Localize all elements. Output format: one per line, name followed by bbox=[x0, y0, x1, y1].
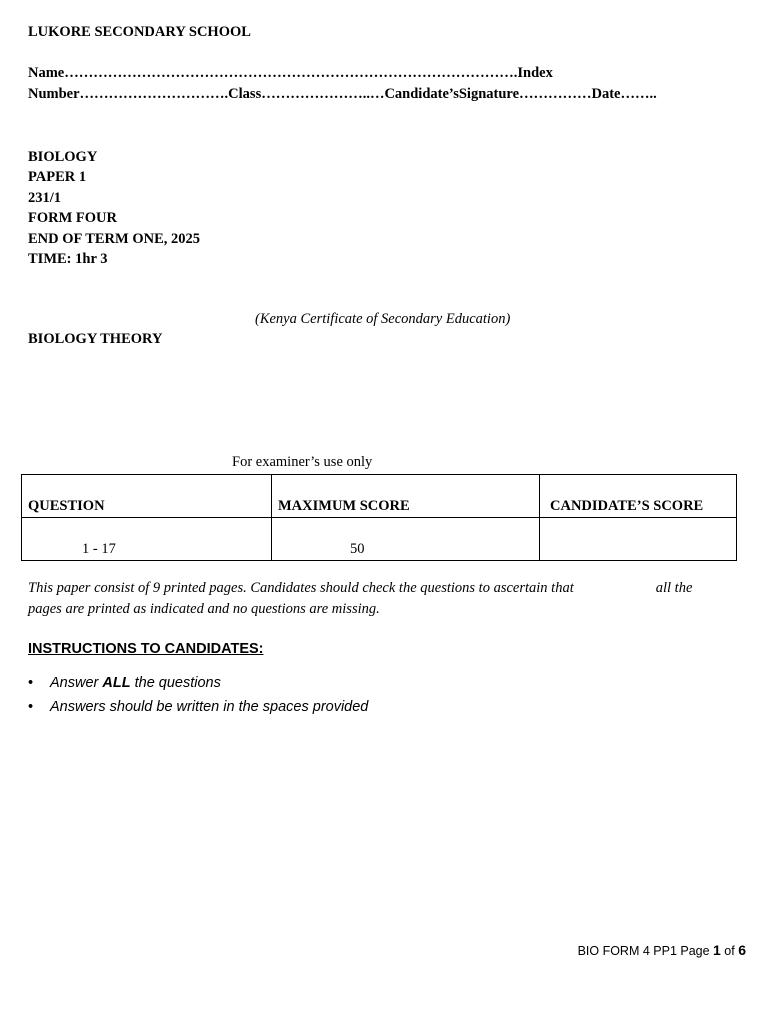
exam-time: TIME: 1hr 3 bbox=[28, 251, 108, 268]
examiner-score-table bbox=[21, 474, 737, 561]
cell-max-score: 50 bbox=[272, 518, 540, 561]
form-level: FORM FOUR bbox=[28, 210, 117, 227]
header-question: QUESTION bbox=[22, 475, 272, 518]
examiner-caption: For examiner’s use only bbox=[232, 454, 373, 470]
pages-note-part1: This paper consist of 9 printed pages. Candidates should check the questions to ascertain that bbox=[28, 580, 574, 596]
instruction-text bbox=[50, 673, 221, 693]
header-max-score: MAXIMUM SCORE bbox=[272, 475, 540, 518]
table-header-row bbox=[22, 475, 737, 518]
paper: PAPER 1 bbox=[28, 169, 87, 186]
footer-page-number: 1 bbox=[713, 942, 721, 958]
header-candidate-score: CANDIDATE’S SCORE bbox=[540, 475, 737, 518]
footer-total-pages: 6 bbox=[738, 942, 746, 958]
exam-info-block bbox=[28, 147, 200, 269]
pages-note bbox=[28, 578, 728, 620]
page-footer bbox=[578, 942, 746, 958]
bullet-icon: • bbox=[28, 699, 34, 715]
footer-prefix: BIO FORM 4 PP1 Page bbox=[577, 944, 714, 958]
paper-code: 231/1 bbox=[28, 189, 62, 206]
section-title: BIOLOGY THEORY bbox=[28, 331, 163, 347]
school-name: LUKORE SECONDARY SCHOOL bbox=[28, 24, 251, 40]
cell-question-range: 1 - 17 bbox=[22, 518, 272, 561]
footer-of: of bbox=[720, 944, 739, 958]
cell-candidate-score[interactable] bbox=[540, 518, 737, 561]
instructions-heading: INSTRUCTIONS TO CANDIDATES: bbox=[28, 641, 264, 657]
kcse-note: (Kenya Certificate of Secondary Education) bbox=[255, 311, 511, 327]
name-index-line: Name………………………………………………………………………………….Index bbox=[28, 65, 553, 81]
subject: BIOLOGY bbox=[28, 149, 98, 165]
table-row bbox=[22, 518, 737, 561]
instruction-prefix: Answer bbox=[50, 675, 103, 691]
instruction-suffix: the questions bbox=[130, 675, 221, 691]
exam-term: END OF TERM ONE, 2025 bbox=[28, 230, 200, 247]
instruction-emphasis: ALL bbox=[102, 675, 131, 691]
instruction-text: Answers should be written in the spaces provided bbox=[50, 699, 369, 715]
number-class-signature-line: Number………………………….Class…………………..…Candidate’sSignature……………Date…….. bbox=[28, 86, 657, 102]
bullet-icon: • bbox=[28, 675, 34, 691]
pages-note-part2: all the pages are printed as indicated and no questions are missing. bbox=[28, 580, 693, 617]
